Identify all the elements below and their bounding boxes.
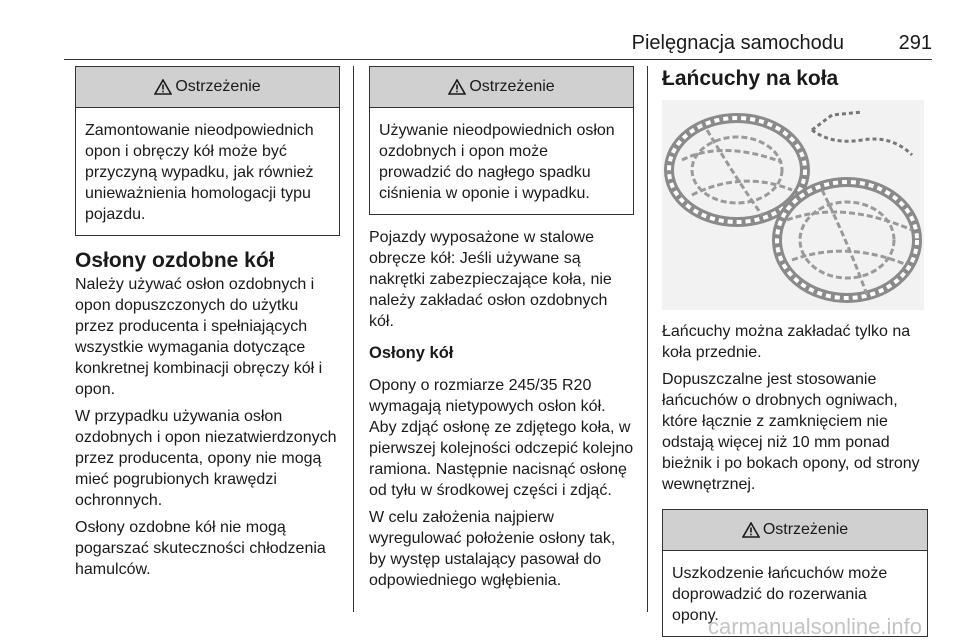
warning-heading: Ostrzeżenie — [762, 521, 849, 538]
paragraph: Osłony ozdobne kół nie mogą pogarszać skuteczności chłodzenia hamulców. — [75, 519, 326, 578]
paragraph: Należy używać osłon ozdobnych i opon dopuszczonych do użytku przez producenta i spełniających wszystkie wymagania dotyczące konkretnej kombinacji obręczy kół i opon. — [75, 276, 323, 398]
column-3 — [662, 66, 928, 637]
column-divider — [647, 66, 648, 612]
paragraph: Pojazdy wyposażone w stalowe obręcze kół: Jeśli używane są nakrętki zabezpieczające koła, nie należy zakładać osłon ozdobnych kół. — [369, 229, 612, 330]
subsection-heading: Osłony kół — [369, 344, 454, 362]
paragraph: Dopuszczalne jest stosowanie łańcuchów o drobnych ogniwach, które łącznie z zamknięciem nie odstają więcej niż 10 mm ponad bieżnik i po bokach opony, od strony wewnętrznej. — [662, 371, 920, 493]
warning-triangle-icon — [448, 79, 466, 95]
warning-box — [75, 66, 340, 236]
warning-header — [76, 67, 339, 108]
warning-heading: Ostrzeżenie — [469, 78, 555, 95]
warning-text: Zamontowanie nieodpowiednich opon i obręczy kół może być przyczyną wypadku, jak również unieważnienia homologacji typu pojazdu. — [85, 122, 314, 223]
page-header-title: Pielęgnacja samochodu — [631, 32, 844, 54]
section-heading: Łańcuchy na koła — [662, 67, 839, 90]
warning-triangle-icon — [742, 522, 760, 538]
snow-chains-illustration — [662, 100, 924, 310]
warning-text: Używanie nieodpowiednich osłon ozdobnych i opon może prowadzić do nagłego spadku ciśnienia w oponie i wypadku. — [379, 122, 615, 202]
section-heading: Osłony ozdobne kół — [75, 249, 275, 272]
warning-box — [369, 66, 634, 215]
warning-text: Uszkodzenie łańcuchów może doprowadzić do rozerwania opony. — [672, 565, 888, 624]
watermark: carmanualsonline.info — [707, 614, 922, 639]
warning-heading: Ostrzeżenie — [175, 78, 261, 95]
column-1 — [75, 66, 340, 580]
paragraph: W celu założenia najpierw wyregulować położenie osłony tak, by występ ustalający pasował do odpowiedniego wgłębienia. — [369, 509, 616, 589]
paragraph: Opony o rozmiarze 245/35 R20 wymagają nietypowych osłon kół. Aby zdjąć osłonę ze zdjętego koła, w pierwszej kolejności odczepić kolejno ramiona. Następnie nacisnąć osłonę od tyłu w środkowej części i zdjąć. — [369, 377, 634, 499]
header-rule — [64, 59, 932, 60]
column-divider — [353, 66, 354, 612]
page-number: 291 — [898, 32, 932, 54]
column-2 — [369, 66, 634, 591]
paragraph: W przypadku używania osłon ozdobnych i opon niezatwierdzonych przez producenta, opony nie mogą mieć pogrubionych krawędzi ochronnych. — [75, 408, 337, 509]
warning-header — [370, 67, 633, 108]
warning-header — [663, 510, 927, 551]
warning-triangle-icon — [154, 79, 172, 95]
paragraph: Łańcuchy można zakładać tylko na koła przednie. — [662, 323, 911, 361]
